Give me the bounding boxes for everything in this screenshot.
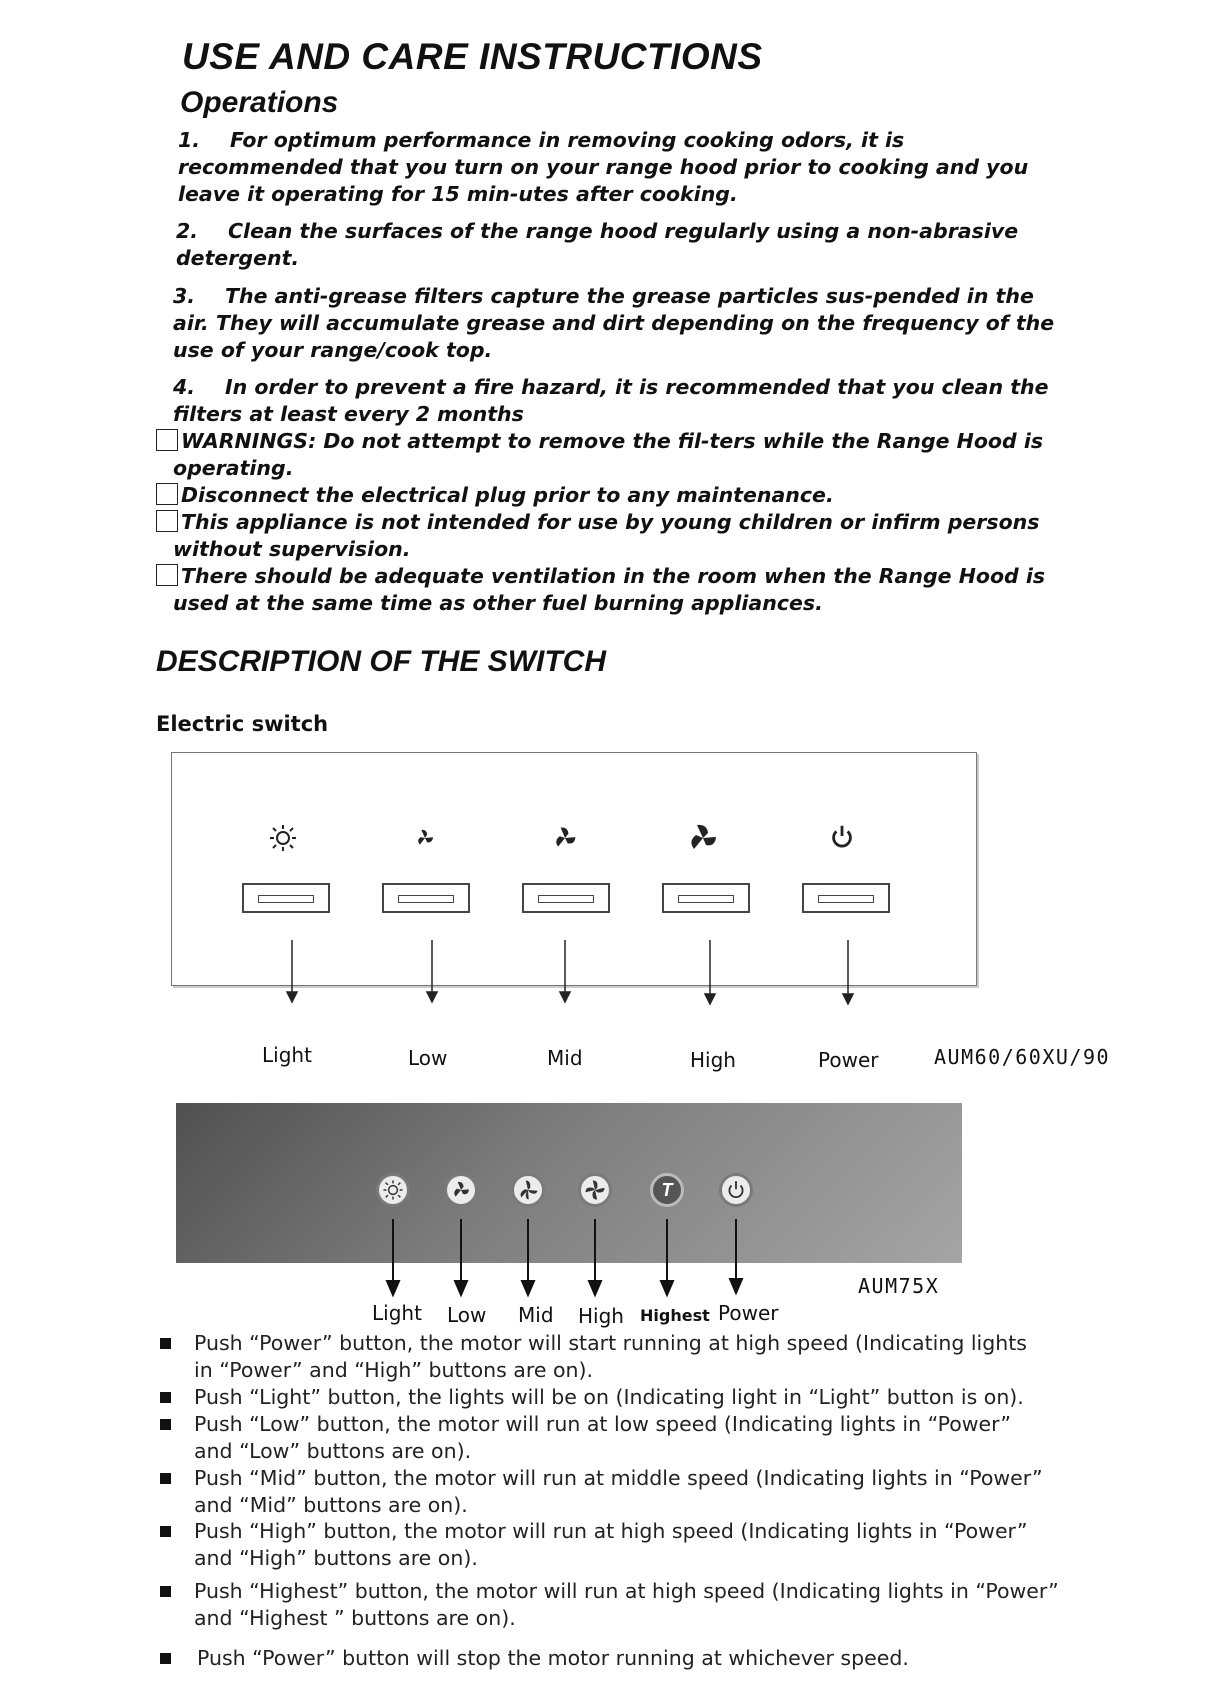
warning-line: without supervision. (173, 537, 411, 561)
checkbox-icon (156, 510, 178, 532)
paragraph-1 (178, 127, 1028, 208)
bullet-line: Push “Power” button will stop the motor running at whichever speed. (197, 1646, 909, 1670)
high-label: High (690, 1048, 736, 1072)
panel1-arrows (171, 930, 871, 1010)
low-button[interactable] (444, 1173, 478, 1207)
light-button[interactable] (242, 883, 330, 913)
paragraph-line: use of your range/cook top. (173, 338, 493, 362)
paragraph-line: For optimum performance in removing cooking odors, it is (230, 128, 905, 152)
light-label: Light (372, 1301, 422, 1325)
warning-4 (156, 563, 1045, 617)
fan-mid-icon (517, 1179, 539, 1201)
power-button[interactable] (719, 1173, 753, 1207)
power-label: Power (718, 1301, 779, 1325)
warning-2 (156, 482, 834, 509)
highest-label: Highest (640, 1306, 710, 1325)
warning-line: used at the same time as other fuel burning appliances. (173, 591, 823, 615)
fan-mid-icon (550, 825, 580, 855)
bullet-icon (160, 1419, 171, 1430)
bullet-line: and “High” buttons are on). (194, 1546, 478, 1570)
bullet-icon (160, 1473, 171, 1484)
warning-line: operating. (173, 456, 294, 480)
bullet-line: Push “Highest” button, the motor will run at high speed (Indicating lights in “Power” (194, 1579, 1059, 1603)
bullet-line: and “Highest ” buttons are on). (194, 1606, 516, 1630)
bullet-line: and “Mid” buttons are on). (194, 1493, 468, 1517)
power-label: Power (818, 1048, 879, 1072)
paragraph-line: air. They will accumulate grease and dirt depending on the frequency of the (173, 311, 1055, 335)
paragraph-4 (173, 374, 1049, 428)
mid-button[interactable] (511, 1173, 545, 1207)
light-icon (268, 823, 298, 857)
bullet-icon (160, 1586, 171, 1597)
highest-button[interactable] (650, 1173, 684, 1207)
switch-heading: Electric switch (156, 712, 329, 736)
checkbox-icon (156, 429, 178, 451)
low-label: Low (408, 1046, 448, 1070)
section-heading-switch: DESCRIPTION OF THE SWITCH (156, 645, 606, 678)
bullet-line: in “Power” and “High” buttons are on). (194, 1358, 594, 1382)
paragraph-number: 4. (173, 375, 196, 399)
bullet-line: and “Low” buttons are on). (194, 1439, 472, 1463)
warning-line: WARNINGS: Do not attempt to remove the fil-ters while the Range Hood is (181, 429, 1044, 453)
high-button[interactable] (662, 883, 750, 913)
paragraph-number: 3. (173, 284, 196, 308)
paragraph-2 (176, 218, 1018, 272)
warning-line: This appliance is not intended for use by young children or infirm persons (181, 510, 1040, 534)
fan-low-icon (410, 827, 440, 853)
power-icon (725, 1179, 747, 1201)
model-label-aum60: AUM60/60XU/90 (934, 1045, 1111, 1069)
mid-label: Mid (518, 1303, 554, 1327)
warning-line: There should be adequate ventilation in the room when the Range Hood is (181, 564, 1046, 588)
bullet-line: Push “High” button, the motor will run at high speed (Indicating lights in “Power” (194, 1519, 1028, 1543)
warning-3 (156, 509, 1039, 563)
power-button[interactable] (802, 883, 890, 913)
bullet-line: Push “Light” button, the lights will be on (Indicating light in “Light” button is on). (194, 1385, 1024, 1409)
paragraph-number: 2. (176, 219, 199, 243)
bullet-line: Push “Mid” button, the motor will run at middle speed (Indicating lights in “Power” (194, 1466, 1043, 1490)
bullet-icon (160, 1338, 171, 1349)
paragraph-number: 1. (178, 128, 201, 152)
warning-1 (156, 428, 1043, 482)
paragraph-line: In order to prevent a fire hazard, it is recommended that you clean the (225, 375, 1049, 399)
power-icon (827, 823, 857, 855)
paragraph-line: filters at least every 2 months (173, 402, 524, 426)
bullet-line: Push “Power” button, the motor will start running at high speed (Indicating lights (194, 1331, 1027, 1355)
panel2-arrows (176, 1215, 876, 1300)
mid-button[interactable] (522, 883, 610, 913)
model-label-aum75x: AUM75X (858, 1274, 940, 1298)
paragraph-line: leave it operating for 15 min-utes after cooking. (178, 182, 738, 206)
fan-low-icon (451, 1180, 471, 1200)
section-heading-operations: Operations (180, 86, 339, 119)
page-title: USE AND CARE INSTRUCTIONS (182, 36, 763, 77)
checkbox-icon (156, 564, 178, 586)
bullet-icon (160, 1526, 171, 1537)
low-button[interactable] (382, 883, 470, 913)
paragraph-line: The anti-grease filters capture the grease particles sus-pended in the (225, 284, 1034, 308)
mid-label: Mid (547, 1046, 583, 1070)
timer-icon: T (661, 1180, 673, 1200)
fan-high-icon (584, 1179, 606, 1201)
paragraph-3 (173, 283, 1054, 364)
light-label: Light (262, 1043, 312, 1067)
high-label: High (578, 1304, 624, 1328)
paragraph-line: Clean the surfaces of the range hood regularly using a non-abrasive (228, 219, 1019, 243)
warning-line: Disconnect the electrical plug prior to any maintenance. (181, 483, 834, 507)
bullet-icon (160, 1392, 171, 1403)
paragraph-line: detergent. (176, 246, 300, 270)
low-label: Low (447, 1303, 487, 1327)
checkbox-icon (156, 483, 178, 505)
bullet-icon (160, 1653, 171, 1664)
light-button[interactable] (376, 1173, 410, 1207)
light-icon (382, 1179, 404, 1201)
bullet-line: Push “Low” button, the motor will run at low speed (Indicating lights in “Power” (194, 1412, 1012, 1436)
fan-high-icon (688, 823, 718, 857)
paragraph-line: recommended that you turn on your range hood prior to cooking and you (178, 155, 1029, 179)
high-button[interactable] (578, 1173, 612, 1207)
